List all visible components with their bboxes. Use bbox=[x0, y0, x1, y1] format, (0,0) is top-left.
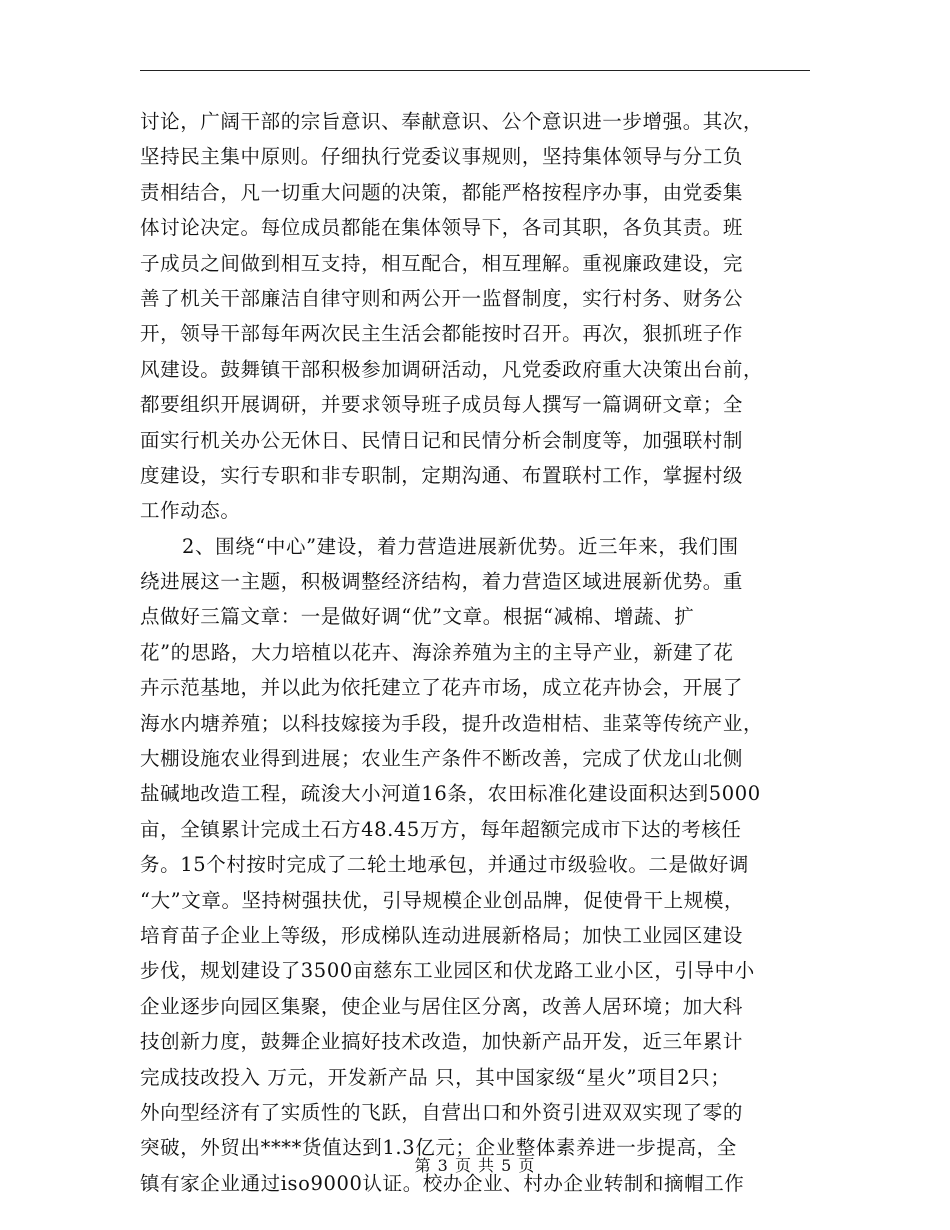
document-body bbox=[140, 104, 810, 1201]
text-line: 海水内塘养殖；以科技嫁接为手段，提升改造柑桔、韭菜等传统产业， bbox=[140, 711, 764, 735]
text-line: 技创新力度，鼓舞企业搞好技术改造，加快新产品开发，近三年累计 bbox=[140, 1030, 744, 1054]
text-line: 完成技改投入 万元，开发新产品 只，其中国家级“星火”项目2只； bbox=[140, 1065, 731, 1089]
text-line: 体讨论决定。每位成员都能在集体领导下，各司其职，各负其责。班 bbox=[140, 216, 744, 240]
text-line: 培育苗子企业上等级，形成梯队连动进展新格局；加快工业园区建设 bbox=[140, 923, 744, 947]
page-number-footer: 第 3 页 共 5 页 bbox=[414, 1156, 536, 1175]
text-line: 讨论，广阔干部的宗旨意识、奉献意识、公个意识进一步增强。其次， bbox=[140, 110, 764, 133]
text-line: 面实行机关办公无休日、民情日记和民情分析会制度等，加强联村制 bbox=[140, 428, 744, 452]
text-line: 卉示范基地，并以此为依托建立了花卉市场，成立花卉协会，开展了 bbox=[140, 676, 744, 700]
text-line: 外向型经济有了实质性的飞跃，自营出口和外资引进双双实现了零的 bbox=[140, 1100, 744, 1124]
text-line: “大”文章。坚持树强扶优，引导规模企业创品牌，促使骨干上规模， bbox=[140, 888, 745, 912]
text-line: 突破，外贸出****货值达到1.3亿元；企业整体素养进一步提高，全 bbox=[140, 1136, 737, 1160]
text-line: 度建设，实行专职和非专职制，定期沟通、布置联村工作，掌握村级 bbox=[140, 463, 744, 487]
text-line: 花”的思路，大力培植以花卉、海涂养殖为主的主导产业，新建了花 bbox=[140, 640, 734, 664]
text-line: 步伐，规划建设了3500亩慈东工业园区和伏龙路工业小区，引导中小 bbox=[140, 959, 755, 983]
text-line: 绕进展这一主题，积极调整经济结构，着力营造区域进展新优势。重 bbox=[140, 570, 744, 594]
text-line: 责相结合，凡一切重大问题的决策，都能严格按程序办事，由党委集 bbox=[140, 180, 744, 204]
text-line: 开，领导干部每年两次民主生活会都能按时召开。再次，狠抓班子作 bbox=[140, 322, 744, 346]
text-line: 子成员之间做到相互支持，相互配合，相互理解。重视廉政建设，完 bbox=[140, 251, 744, 275]
text-line: 大棚设施农业得到进展；农业生产条件不断改善，完成了伏龙山北侧 bbox=[140, 747, 744, 771]
text-line: 点做好三篇文章：一是做好调“优”文章。根据“减棉、增蔬、扩 bbox=[140, 605, 695, 629]
text-line: 亩，全镇累计完成土石方48.45万方，每年超额完成市下达的考核任 bbox=[140, 817, 742, 841]
paragraph-start-line: 2、围绕“中心”建设，着力营造进展新优势。近三年来，我们围 bbox=[182, 534, 739, 558]
text-line: 盐碱地改造工程，疏浚大小河道16条，农田标准化建设面积达到5000 bbox=[140, 782, 761, 806]
text-line: 工作动态。 bbox=[140, 499, 241, 523]
text-line: 风建设。鼓舞镇干部积极参加调研活动，凡党委政府重大决策出台前， bbox=[140, 357, 764, 381]
text-line: 企业逐步向园区集聚，使企业与居住区分离，改善人居环境；加大科 bbox=[140, 994, 744, 1018]
text-line: 善了机关干部廉洁自律守则和两公开一监督制度，实行村务、财务公 bbox=[140, 286, 744, 310]
text-line: 镇有家企业通过iso9000认证。校办企业、村办企业转制和摘帽工作 bbox=[140, 1171, 745, 1195]
text-line: 坚持民主集中原则。仔细执行党委议事规则，坚持集体领导与分工负 bbox=[140, 145, 744, 169]
text-line: 务。15个村按时完成了二轮土地承包，并通过市级验收。二是做好调 bbox=[140, 853, 749, 877]
header-rule bbox=[140, 70, 810, 71]
text-line: 都要组织开展调研，并要求领导班子成员每人撰写一篇调研文章；全 bbox=[140, 393, 744, 417]
